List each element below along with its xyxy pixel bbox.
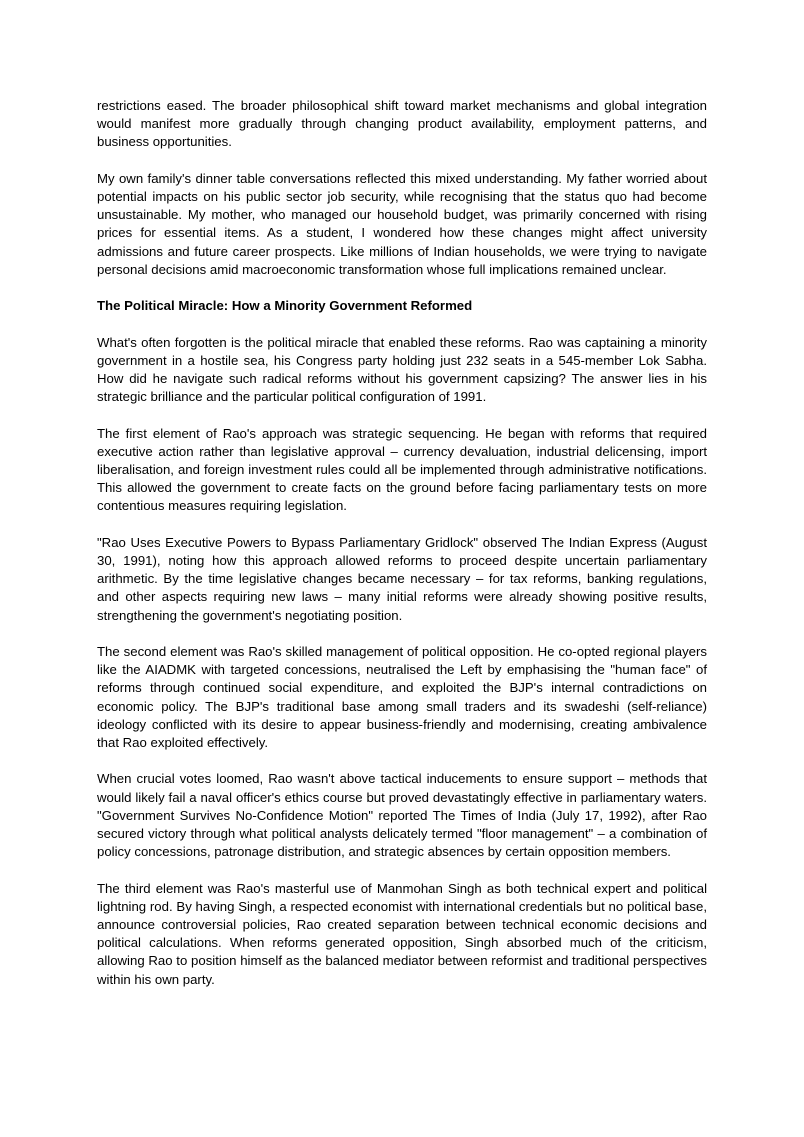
paragraph-family: My own family's dinner table conversations reflected this mixed understanding. My father worried about potential impacts on his public sector job security, while recognising that the status quo had become unsustainable. My mother, who managed our household budget, was primarily concerned with rising prices for essential items. As a student, I wondered how these changes might affect university admissions and future career prospects. Like millions of Indian households, we were trying to navigate personal decisions amid macroeconomic transformation whose full implications remained unclear.	[97, 170, 707, 277]
paragraph-second-element: The second element was Rao's skilled management of political opposition. He co-opted regional players like the AIADMK with targeted concessions, neutralised the Left by emphasising the "human face" of reforms through continued social expenditure, and exploited the BJP's internal contradictions on economic policy. The BJP's traditional base among small traders and its swadeshi (self-reliance) ideology conflicted with its desire to appear business-friendly and modernising, creating ambivalence that Rao exploited effectively.	[97, 644, 707, 751]
paragraph-crucial-votes: When crucial votes loomed, Rao wasn't above tactical inducements to ensure support – methods that would likely fail a naval officer's ethics course but proved devastatingly effective in parliamentary waters. "Government Survives No-Confidence Motion" reported The Times of India (July 17, 1992), after Rao secured victory through what political analysts delicately termed "floor management" – a combination of policy concessions, patronage distribution, and strategic absences by certain opposition members.	[97, 771, 707, 860]
section-heading: The Political Miracle: How a Minority Government Reformed	[97, 298, 473, 314]
paragraph-continuation: restrictions eased. The broader philosophical shift toward market mechanisms and global integration would manifest more gradually through changing product availability, employment patterns, and business opportunities.	[97, 98, 707, 150]
paragraph-political-miracle: What's often forgotten is the political miracle that enabled these reforms. Rao was captaining a minority government in a hostile sea, his Congress party holding just 232 seats in a 545-member Lok Sabha. How did he navigate such radical reforms without his government capsizing? The answer lies in his strategic brilliance and the particular political configuration of 1991.	[97, 334, 707, 405]
paragraph-third-element: The third element was Rao's masterful use of Manmohan Singh as both technical expert and political lightning rod. By having Singh, a respected economist with international credentials but no political base, announce controversial policies, Rao created separation between technical economic decisions and political calculations. When reforms generated opposition, Singh absorbed much of the criticism, allowing Rao to position himself as the balanced mediator between reformist and traditional perspectives within his own party.	[97, 880, 707, 987]
paragraph-indian-express: "Rao Uses Executive Powers to Bypass Parliamentary Gridlock" observed The Indian Express (August 30, 1991), noting how this approach allowed reforms to proceed despite uncertain parliamentary arithmetic. By the time legislative changes became necessary – for tax reforms, banking regulations, and other aspects requiring new laws – many initial reforms were already showing positive results, strengthening the government's negotiating position.	[97, 534, 707, 623]
paragraph-first-element: The first element of Rao's approach was strategic sequencing. He began with reforms that required executive action rather than legislative approval – currency devaluation, industrial delicensing, import liberalisation, and foreign investment rules could all be implemented through administrative notifications. This allowed the government to create facts on the ground before facing parliamentary tests on more contentious measures requiring legislation.	[97, 425, 707, 514]
document-page	[97, 97, 707, 1007]
